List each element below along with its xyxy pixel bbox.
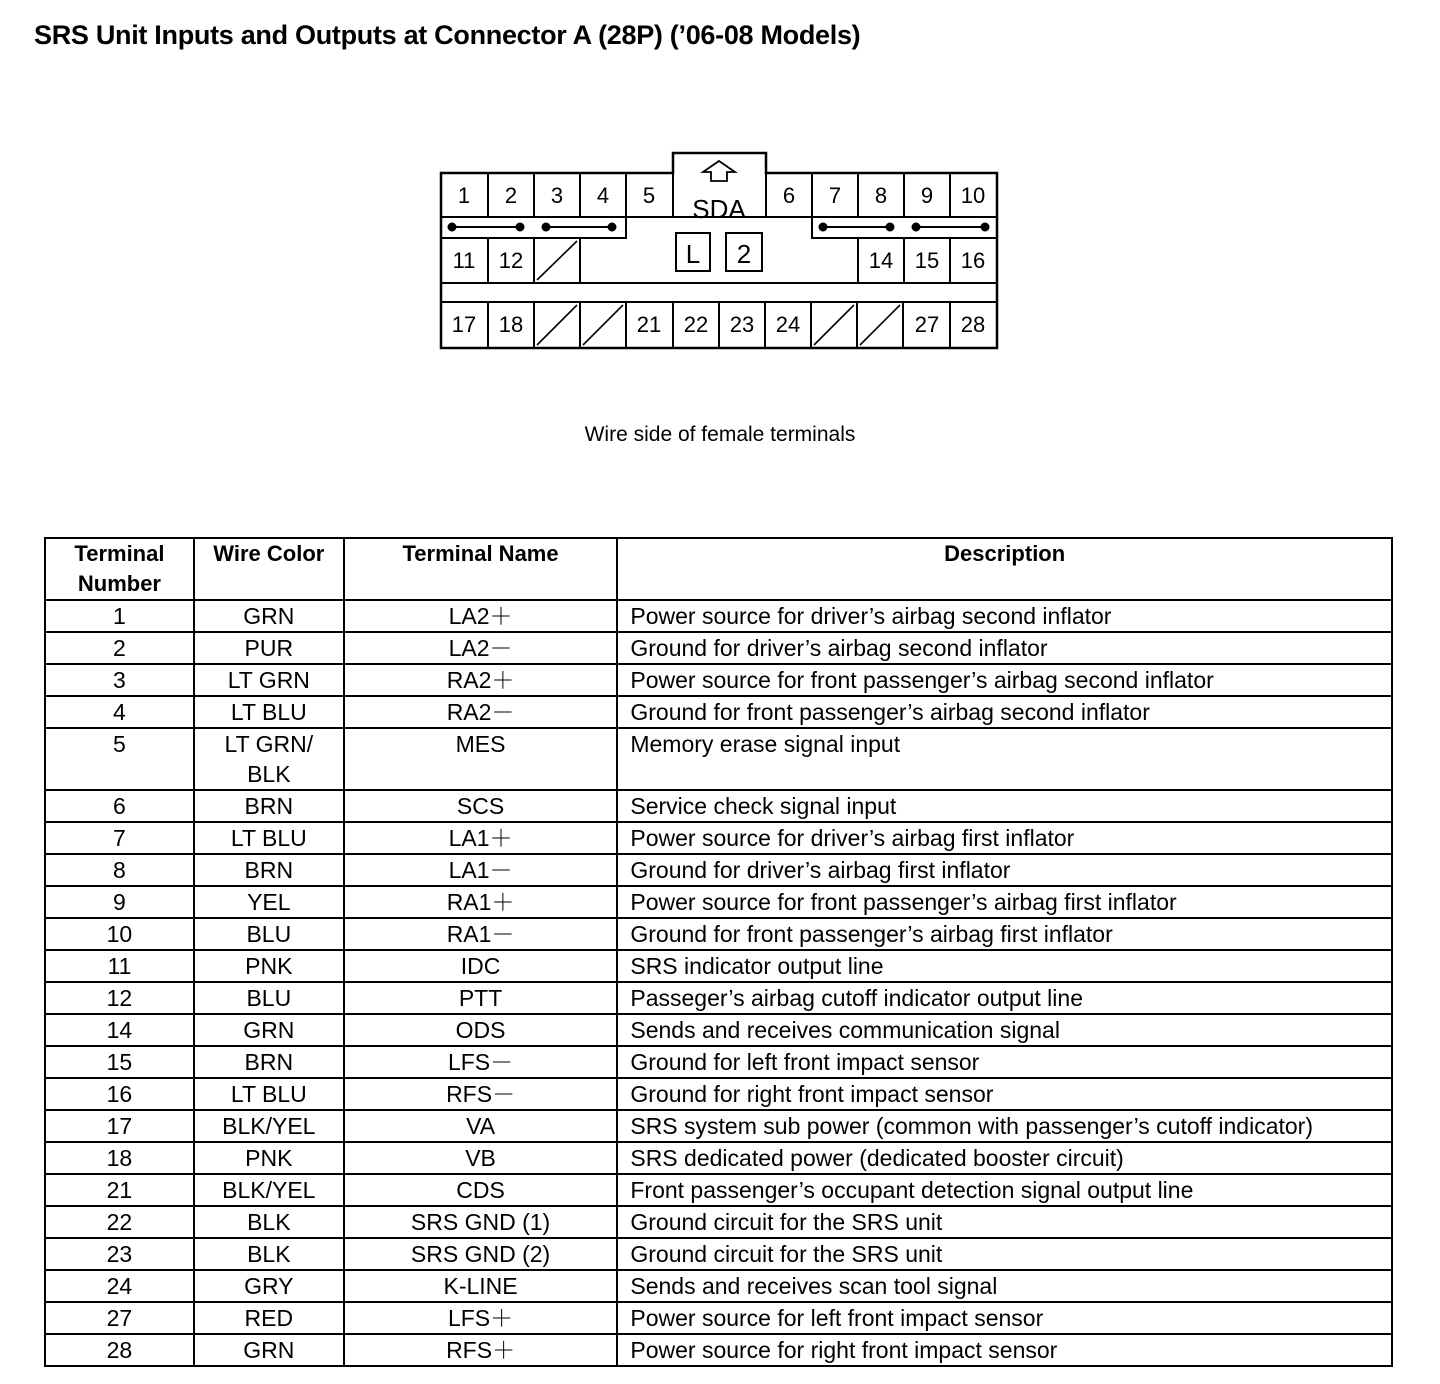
table-row [45,728,1392,790]
wire-color: LT GRN [194,664,344,696]
wire-color: GRN [194,1014,344,1046]
connector-diagram [439,150,1001,350]
pin-label: 6 [782,183,796,208]
terminal-number: 8 [45,854,194,886]
terminal-name: MES [344,728,618,790]
table-row [45,982,1392,1014]
table-row [45,854,1392,886]
pin-label: 8 [874,183,888,208]
terminal-description: Memory erase signal input [617,728,1392,790]
terminal-name: SRS GND (1) [344,1206,618,1238]
terminal-description: Ground for left front impact sensor [617,1046,1392,1078]
table-row [45,1206,1392,1238]
wire-color: GRY [194,1270,344,1302]
pin-label: 9 [920,183,934,208]
terminal-name: RFS－ [344,1078,618,1110]
terminal-name: PTT [344,982,618,1014]
pin-label: 21 [636,312,662,337]
terminal-description: Power source for right front impact sensor [617,1334,1392,1366]
terminal-name: LA1＋ [344,822,618,854]
terminal-number: 28 [45,1334,194,1366]
table-row [45,696,1392,728]
pin-label: 15 [914,248,940,273]
terminal-number: 21 [45,1174,194,1206]
terminal-description: SRS dedicated power (dedicated booster circuit) [617,1142,1392,1174]
pin-label: 28 [960,312,986,337]
terminal-table [44,537,1393,1367]
terminal-number: 27 [45,1302,194,1334]
pin-label: 27 [914,312,940,337]
table-row [45,1270,1392,1302]
wire-color: BLK/YEL [194,1110,344,1142]
pin-label: 16 [960,248,986,273]
terminal-description: Power source for front passenger’s airbag second inflator [617,664,1392,696]
pin-label: 24 [775,312,801,337]
pin-label: 18 [498,312,524,337]
terminal-name: LA2－ [344,632,618,664]
pin-label: 12 [498,248,524,273]
terminal-number: 14 [45,1014,194,1046]
wire-color: PNK [194,950,344,982]
pin-label: 14 [868,248,894,273]
terminal-number: 1 [45,600,194,632]
terminal-number: 11 [45,950,194,982]
terminal-name: RA1＋ [344,886,618,918]
pin-label: 1 [457,183,471,208]
wire-color: BLK/YEL [194,1174,344,1206]
terminal-name: LFS＋ [344,1302,618,1334]
header-terminal-number: Terminal Number [45,538,194,600]
pin-label: 3 [550,183,564,208]
table-row [45,822,1392,854]
terminal-number: 17 [45,1110,194,1142]
terminal-number: 10 [45,918,194,950]
table-row [45,1142,1392,1174]
table-row [45,1046,1392,1078]
page-title: SRS Unit Inputs and Outputs at Connector A (28P) (’06-08 Models) [34,20,861,50]
table-row [45,600,1392,632]
wire-color: BLK [194,1238,344,1270]
table-row [45,1078,1392,1110]
terminal-number: 9 [45,886,194,918]
table-row [45,790,1392,822]
terminal-name: IDC [344,950,618,982]
wire-color: BLU [194,982,344,1014]
terminal-number: 23 [45,1238,194,1270]
table-row [45,1334,1392,1366]
table-row [45,1174,1392,1206]
terminal-name: SCS [344,790,618,822]
wire-color: PNK [194,1142,344,1174]
pin-label: 11 [452,248,476,273]
pin-label: 10 [960,183,986,208]
terminal-description: SRS system sub power (common with passenger’s cutoff indicator) [617,1110,1392,1142]
pin-label: 5 [642,183,656,208]
terminal-description: Power source for driver’s airbag first inflator [617,822,1392,854]
wire-color: RED [194,1302,344,1334]
terminal-description: Ground for front passenger’s airbag second inflator [617,696,1392,728]
pin-label: 23 [729,312,755,337]
pin-label: 2 [504,183,518,208]
terminal-description: Power source for driver’s airbag second inflator [617,600,1392,632]
terminal-number: 4 [45,696,194,728]
wire-color: YEL [194,886,344,918]
connector-center-label: SDA [692,194,746,224]
terminal-name: LFS－ [344,1046,618,1078]
terminal-description: Sends and receives scan tool signal [617,1270,1392,1302]
terminal-number: 24 [45,1270,194,1302]
arrow-up-icon [703,161,735,181]
diagram-caption: Wire side of female terminals [584,423,856,446]
terminal-name: RA2＋ [344,664,618,696]
terminal-description: Ground for right front impact sensor [617,1078,1392,1110]
wire-color: BRN [194,790,344,822]
terminal-name: ODS [344,1014,618,1046]
terminal-name: RA2－ [344,696,618,728]
pin-label: 17 [451,312,477,337]
wire-color: BRN [194,1046,344,1078]
terminal-description: Ground for driver’s airbag first inflator [617,854,1392,886]
terminal-description: Ground circuit for the SRS unit [617,1206,1392,1238]
pin-label: 4 [596,183,610,208]
wire-color: GRN [194,600,344,632]
pin-label: 22 [683,312,709,337]
table-row [45,950,1392,982]
table-row [45,1014,1392,1046]
terminal-number: 16 [45,1078,194,1110]
header-terminal-name: Terminal Name [344,538,618,600]
terminal-description: Ground circuit for the SRS unit [617,1238,1392,1270]
terminal-name: CDS [344,1174,618,1206]
terminal-name: RFS＋ [344,1334,618,1366]
wire-color: BLU [194,918,344,950]
terminal-description: Ground for front passenger’s airbag first inflator [617,918,1392,950]
terminal-number: 22 [45,1206,194,1238]
terminal-number: 18 [45,1142,194,1174]
table-row [45,886,1392,918]
terminal-number: 2 [45,632,194,664]
terminal-number: 6 [45,790,194,822]
connector-key-right: 2 [736,239,752,269]
wire-color: LT BLU [194,1078,344,1110]
wire-color: BRN [194,854,344,886]
wire-color: LT BLU [194,822,344,854]
table-row [45,918,1392,950]
terminal-description: Passeger’s airbag cutoff indicator output line [617,982,1392,1014]
terminal-description: Power source for front passenger’s airbag first inflator [617,886,1392,918]
terminal-number: 5 [45,728,194,790]
terminal-number: 7 [45,822,194,854]
terminal-name: VB [344,1142,618,1174]
wire-color: LT BLU [194,696,344,728]
wire-color: PUR [194,632,344,664]
header-description: Description [617,538,1392,600]
terminal-name: K-LINE [344,1270,618,1302]
terminal-name: VA [344,1110,618,1142]
pin-label: 7 [828,183,842,208]
header-wire-color: Wire Color [194,538,344,600]
terminal-number: 3 [45,664,194,696]
terminal-name: LA1－ [344,854,618,886]
table-row [45,632,1392,664]
table-row [45,1238,1392,1270]
table-row [45,1302,1392,1334]
terminal-name: LA2＋ [344,600,618,632]
terminal-description: Power source for left front impact sensor [617,1302,1392,1334]
wire-color: GRN [194,1334,344,1366]
table-header-row [45,538,1392,600]
terminal-name: RA1－ [344,918,618,950]
terminal-description: Ground for driver’s airbag second inflator [617,632,1392,664]
terminal-name: SRS GND (2) [344,1238,618,1270]
terminal-number: 15 [45,1046,194,1078]
terminal-description: SRS indicator output line [617,950,1392,982]
terminal-number: 12 [45,982,194,1014]
wire-color: BLK [194,1206,344,1238]
terminal-description: Sends and receives communication signal [617,1014,1392,1046]
table-row [45,1110,1392,1142]
connector-key-left: L [685,239,701,269]
terminal-description: Front passenger’s occupant detection signal output line [617,1174,1392,1206]
table-row [45,664,1392,696]
wire-color: LT GRN/ BLK [194,728,344,790]
terminal-description: Service check signal input [617,790,1392,822]
